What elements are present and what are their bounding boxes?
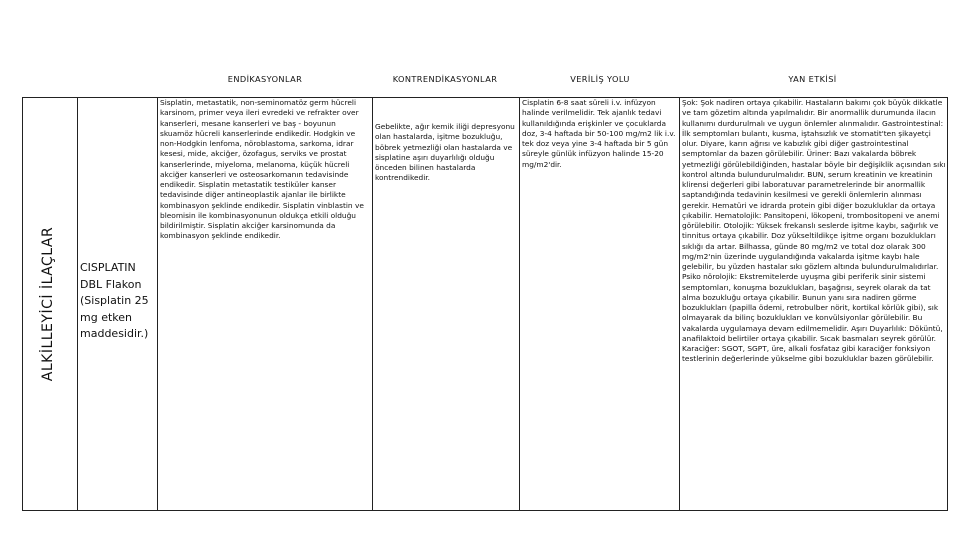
administration-cell [522,98,678,198]
column-divider-1 [77,97,78,511]
drug-name-line: maddesidir.) [80,327,149,340]
table-border-right [947,97,948,511]
drug-name [80,260,156,343]
side-label [22,98,75,510]
administration-text: Cisplatin 6-8 saat süreli i.v. infüzyon halinde verilmelidir. Tek ajanlık tedavi kullanıldığında erişkinler ve çocuklarda doz, 3-4 haftada bir 50-100 mg/m2 lik i.v. tek doz veya yine 3-4 haftada bir 5 gün süreyle günlük infüzyon halinde 15-20 mg/m2'dir. [522,98,676,169]
side-label-text: ALKİLLEYİCİ İLAÇLAR [40,226,57,382]
table-border-bottom [22,510,948,511]
side-effects-cell [682,98,946,510]
indications-cell [160,98,370,310]
drug-name-line: (Sisplatin 25 [80,294,149,307]
side-effects-text: Şok: Şok nadiren ortaya çıkabilir. Hastaların bakımı çok büyük dikkatle ve tam gözetim altında yapılmalıdır. Bir anormallik durumunda ilacın kullanımı durdurulmalı ve uygun önlemler alınmalıdır. Gastrointestinal: İlk semptomları bulantı, kusma, iştahsızlık ve stomatit'ten şikayetçi olur. Diyare, karın ağrısı ve kabızlık gibi diğer gastrointestinal semptomlar da bazen görülebilir. Üriner: Bazı vakalarda böbrek yetmezliği görülebildiğinden, hastalar böyle bir değişiklik açısından sıkı kontrol altında bulundurulmalıdır. BUN, serum kreatinin ve kreatinin klirensi değerleri gibi laboratuvar parametrelerinde bir anormallik saptandığında tedavinin kesilmesi ve gerekli önlemlerin alınması gerekir. Hematüri ve idrarda protein gibi diğer bozukluklar da ortaya çıkabilir. Hematolojik: Pansitopeni, lökopeni, trombositopeni ve anemi görülebilir. Otolojik: Yüksek frekanslı seslerde işitme kaybı, sağırlık ve tinnitus ortaya çıkabilir. Doz yükseltildikçe işitme organı bozuklukları sıklığı da artar. Bilhassa, günde 80 mg/m2 ve total doz olarak 300 mg/m2'nin üzerinde uygulandığında vakalarda işitme kaybı hale gelebilir, bu yüzden hastalar sıkı gözlem altında bulundurulmalıdırlar. Psiko nörolojik: Ekstremitelerde uyuşma gibi periferik sinir sistemi semptomları, konuşma bozuklukları, başağrısı, seyrek olarak da tat alma bozukluğu ortaya çıkabilir. Bunun yanı sıra nadiren görme bozuklukları (papilla ödemi, retrobulber nörit, kortikal körlük gibi), sık olmayarak da bilinç bozuklukları ve konvülsiyonlar görülebilir. Bu vakalarda uygulamaya devam edilmemelidir. Aşırı Duyarlılık: Döküntü, anafilaktoid belirtiler ortaya çıkabilir. Sıcak basmaları seyrek görülür. Karaciğer: SGOT, SGPT, üre, alkali fosfataz gibi karaciğer fonksiyon testlerinin değerlerinde yükselme gibi bozukluklar bazen görülebilir. [682,98,946,364]
column-divider-5 [679,97,680,511]
header-contraindications: KONTRENDİKASYONLAR [392,74,498,84]
header-indications: ENDİKASYONLAR [227,74,303,84]
drug-name-line: DBL Flakon [80,277,142,291]
column-divider-2 [157,97,158,511]
drug-name-line: CISPLATIN [80,261,136,274]
column-divider-3 [372,97,373,511]
contraindications-cell [375,122,518,222]
contraindications-text: Gebelikte, ağır kemik iliği depresyonu olan hastalarda, işitme bozukluğu, böbrek yetmezliği olan hastalarda ve sisplatine aşırı duyarlılığı olduğu önceden bilinen hastalarda kontrendikedir. [375,122,515,183]
column-divider-4 [519,97,520,511]
header-side-effects: YAN ETKİSİ [788,74,837,84]
header-administration: VERİLİŞ YOLU [570,74,630,84]
indications-text: Sisplatin, metastatik, non-seminomatöz germ hücreli karsinom, primer veya ileri evredeki ve refrakter over kanserleri, mesane kanserleri ve baş - boyunun skuamöz hücreli kanserlerinde endikedir. Hodgkin ve non-Hodgkin lenfoma, nöroblastoma, sarkoma, idrar kesesi, mide, akciğer, özofagus, serviks ve prostat kanserlerinde, miyeloma, melanoma, küçük hücreli akciğer kanserleri ve osteosarkomanın tedavisinde endikedir. Sisplatin metastatik testiküler kanser tedavisinde diğer antineoplastik ajanlar ile birlikte kombinasyon şeklinde endikedir. Sisplatin vinblastin ve bleomisin ile kombinasyonunun oldukça etkili olduğu bildirilmiştir. Sisplatin akciğer karsinomunda da kombinasyon şeklinde endikedir. [160,98,364,241]
drug-name-line: mg etken [80,310,132,324]
